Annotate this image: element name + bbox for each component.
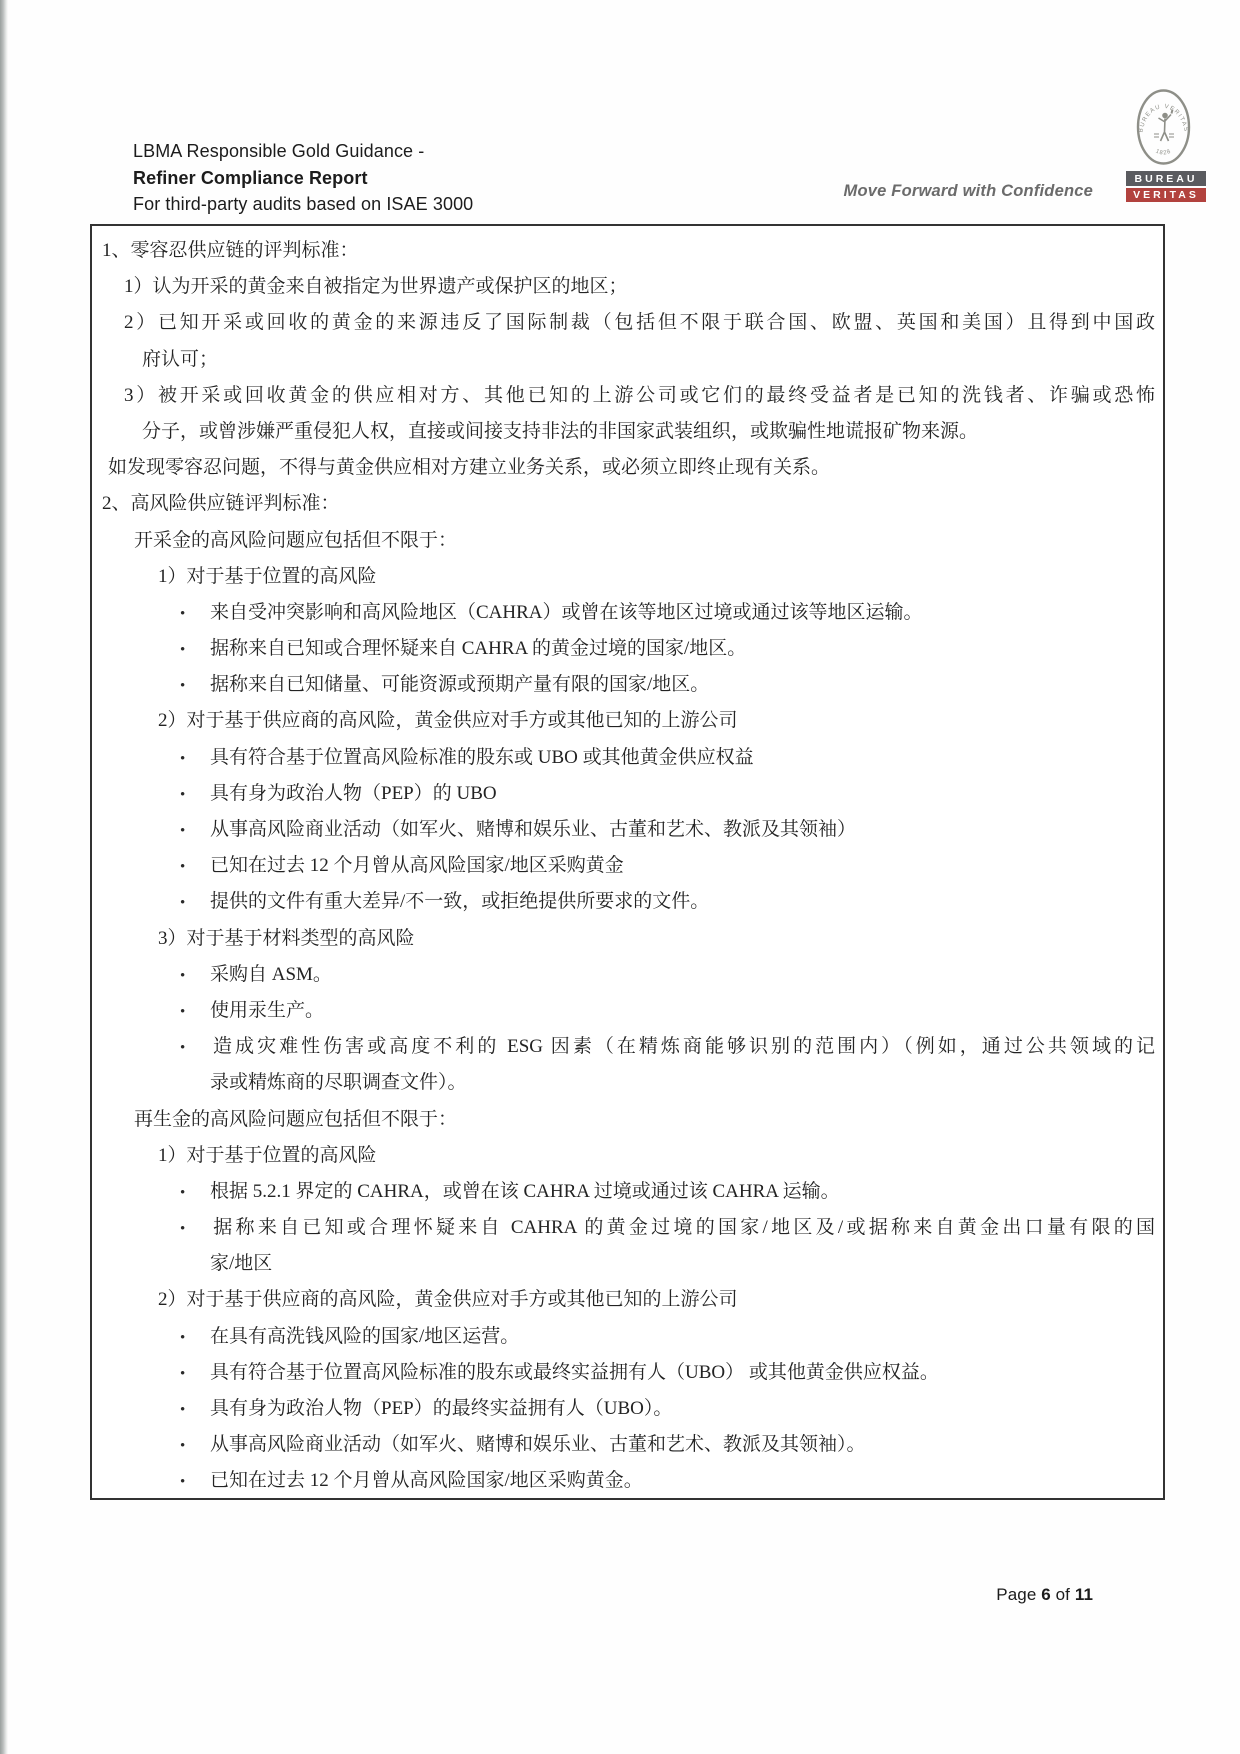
content-line-text: 具有身为政治人物（PEP）的最终实益拥有人（UBO）。 [210,1398,673,1419]
content-line [92,486,1163,522]
logo-bar-veritas: VERITAS [1126,188,1206,202]
content-line [92,305,1163,341]
content-line-text: 2）对于基于供应商的高风险，黄金供应对手方或其他已知的上游公司 [158,710,738,732]
content-line-text: 从事高风险商业活动（如军火、赌博和娱乐业、古董和艺术、教派及其领袖）。 [210,1434,866,1456]
bullet-icon: • [180,967,186,984]
content-line [92,1246,1163,1282]
content-line [92,703,1163,739]
scan-edge-artifact [0,0,8,1754]
content-line-text: 2）已知开采或回收的黄金的来源违反了国际制裁（包括但不限于联合国、欧盟、英国和美国）且得到中国政 [124,312,1155,334]
content-line-text: 从事高风险商业活动（如军火、赌博和娱乐业、古董和艺术、教派及其领袖） [210,819,857,840]
content-line-text: 具有身为政治人物（PEP）的 UBO [210,782,497,804]
content-line [92,848,1163,884]
content-line-text: 1）对于基于位置的高风险 [158,1144,377,1166]
content-line-text: 使用汞生产。 [210,999,325,1021]
torch-bearer-figure-icon [1154,110,1174,142]
content-line-text: 1）认为开采的黄金来自被指定为世界遗产或保护区的地区； [124,276,628,298]
content-line [92,342,1163,378]
content-line [92,1319,1163,1355]
content-line [92,378,1163,414]
content-line [92,269,1163,305]
page-number-prefix: Page [996,1585,1037,1604]
content-line-text: 已知在过去 12 个月曾从高风险国家/地区采购黄金。 [210,1470,643,1492]
content-line [92,631,1163,667]
bureau-veritas-emblem-icon [1135,88,1192,166]
bullet-icon: • [180,1402,186,1418]
bullet-icon: • [180,895,186,912]
report-title-line3: For third-party audits based on ISAE 3000 [133,194,474,214]
content-box [90,224,1165,1500]
content-line-text: 提供的文件有重大差异/不一致，或拒绝提供所要求的文件。 [210,891,710,913]
bullet-icon: • [180,1221,186,1238]
content-line-text: 根据 5.2.1 界定的 CAHRA，或曾在该 CAHRA 过境或通过该 CAHRA 运输。 [210,1180,840,1202]
emblem-arc-text: BUREAU VERITAS [1138,103,1189,133]
bullet-icon: • [180,1474,186,1491]
content-line-text: 在具有高洗钱风险的国家/地区运营。 [210,1325,520,1347]
content-line [92,1210,1163,1246]
content-line [92,1065,1163,1101]
content-line [92,921,1163,957]
content-line [92,523,1163,559]
bullet-icon: • [180,1040,186,1057]
bullet-icon: • [180,1184,186,1201]
content-line [92,1174,1163,1210]
logo-wordmark [1126,171,1206,204]
logo-bar-bureau: BUREAU [1126,171,1206,186]
bullet-icon: • [180,678,186,695]
content-line [92,740,1163,776]
content-line-text: 家/地区 [210,1253,273,1275]
emblem-year-text: 1828 [1154,148,1173,157]
bullet-icon: • [180,750,186,767]
content-line-text: 如发现零容忍问题，不得与黄金供应相对方建立业务关系，或必须立即终止现有关系。 [108,457,831,479]
content-line [92,667,1163,703]
content-line-text: 具有符合基于位置高风险标准的股东或 UBO 或其他黄金供应权益 [210,746,754,768]
brand-tagline: Move Forward with Confidence [843,182,1093,200]
content-line [92,776,1163,812]
content-line [92,450,1163,486]
content-line-text: 2、高风险供应链评判标准： [102,493,340,515]
report-title-block [133,138,473,218]
page-number [996,1585,1093,1605]
content-line-text: 造成灾难性伤害或高度不利的 ESG 因素（在精炼商能够识别的范围内）（例如，通过公共领域的记 [210,1036,1155,1058]
content-line-text: 3）被开采或回收黄金的供应相对方、其他已知的上游公司或它们的最终受益者是已知的洗钱者、诈骗或恐怖 [124,384,1155,406]
content-line-text: 据称来自已知储量、可能资源或预期产量有限的国家/地区。 [210,674,710,696]
bullet-icon: • [180,786,186,803]
content-line-text: 府认可； [142,348,219,370]
content-line [92,884,1163,920]
content-line-text: 据称来自已知或合理怀疑来自 CAHRA 的黄金过境的国家/地区。 [210,638,747,660]
content-line [92,595,1163,631]
content-line [92,1029,1163,1065]
content-line [92,1355,1163,1391]
content-line-text: 具有符合基于位置高风险标准的股东或最终实益拥有人（UBO） 或其他黄金供应权益。 [210,1361,939,1383]
content-line [92,957,1163,993]
svg-text:BUREAU VERITAS [1138,104,1188,133]
content-line [92,1427,1163,1463]
content-line-text: 采购自 ASM。 [210,963,332,985]
bullet-icon: • [180,1365,186,1382]
page-number-current: 6 [1041,1585,1051,1604]
report-title-line2: Refiner Compliance Report [133,167,368,188]
bullet-icon: • [180,1329,186,1346]
bullet-icon: • [180,823,186,839]
content-line [92,1102,1163,1138]
bullet-icon: • [180,859,186,876]
content-line-text: 1）对于基于位置的高风险 [158,565,377,587]
content-line-text: 已知在过去 12 个月曾从高风险国家/地区采购黄金 [210,855,624,877]
content-line [92,414,1163,450]
content-line [92,1282,1163,1318]
page-number-total: 11 [1074,1585,1093,1604]
content-line [92,1391,1163,1427]
content-line-text: 开采金的高风险问题应包括但不限于： [134,529,458,551]
content-line-text: 据称来自已知或合理怀疑来自 CAHRA 的黄金过境的国家/地区及/或据称来自黄金出口量有限的国 [210,1217,1155,1239]
content-line-text: 2）对于基于供应商的高风险，黄金供应对手方或其他已知的上游公司 [158,1289,738,1311]
bullet-icon: • [180,605,186,622]
content-line [92,1138,1163,1174]
content-line-text: 录或精炼商的尽职调查文件）。 [210,1072,467,1094]
page-number-middle: of [1055,1585,1070,1604]
content-line-text: 3）对于基于材料类型的高风险 [158,927,415,949]
content-line-text: 来自受冲突影响和高风险地区（CAHRA）或曾在该等地区过境或通过该等地区运输。 [210,601,923,623]
bullet-icon: • [180,1438,186,1455]
content-line [92,233,1163,269]
report-title-line1: LBMA Responsible Gold Guidance - [133,141,425,161]
svg-text:1828 [1155,149,1173,157]
content-line [92,812,1163,848]
bullet-icon: • [180,1003,186,1020]
content-line [92,1463,1163,1499]
bullet-icon: • [180,642,186,659]
content-line-text: 分子，或曾涉嫌严重侵犯人权，直接或间接支持非法的非国家武装组织，或欺骗性地谎报矿物来源。 [142,420,979,442]
content-line [92,559,1163,595]
content-line-text: 1、零容忍供应链的评判标准： [102,240,359,261]
content-line-text: 再生金的高风险问题应包括但不限于： [134,1108,458,1130]
content-line [92,993,1163,1029]
